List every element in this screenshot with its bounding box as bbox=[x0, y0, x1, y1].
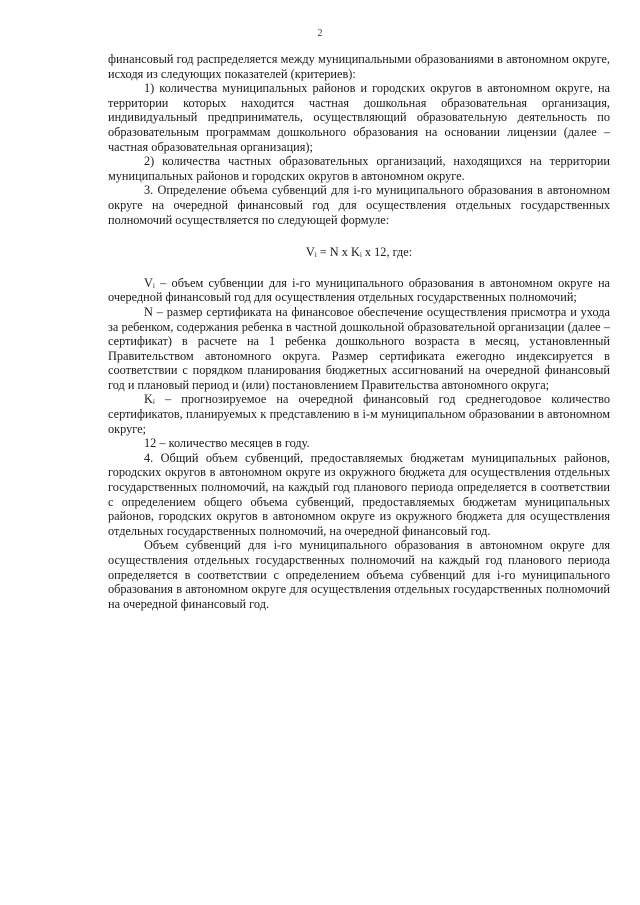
paragraph: Kᵢ – прогнозируемое на очередной финансовый год среднегодовое количество сертификатов, планируемых к представлению в i-м муниципальном образовании в автономном округе; bbox=[108, 392, 610, 436]
paragraph: Объем субвенций для i-го муниципального образования в автономном округе для осуществления отдельных государственных полномочий на каждый год планового периода определяется в соответствии с определением объема субвенций для i-го муниципального образования в автономном округе для осуществления отдельных государственных полномочий на очередной финансовый год. bbox=[108, 538, 610, 611]
page-number: 2 bbox=[317, 28, 323, 39]
paragraph: Vᵢ – объем субвенции для i-го муниципального образования в автономном округе на очередной финансовый год для осуществления отдельных государственных полномочий; bbox=[108, 275, 610, 305]
paragraph: 3. Определение объема субвенций для i-го муниципального образования в автономном округе на очередной финансовый год для осуществления отдельных государственных полномочий осуществляется по следующей формуле: bbox=[108, 183, 610, 227]
document-body bbox=[108, 52, 610, 611]
paragraph: 2) количества частных образовательных организаций, находящихся на территории муниципальных районов и городских округов в автономном округе. bbox=[108, 154, 610, 183]
paragraph: 12 – количество месяцев в году. bbox=[144, 436, 310, 451]
formula: Vᵢ = N x Kᵢ x 12, где: bbox=[305, 245, 413, 260]
paragraph: финансовый год распределяется между муниципальными образованиями в автономном округе, исходя из следующих показателей (критериев): bbox=[108, 52, 610, 81]
paragraph: 1) количества муниципальных районов и городских округов в автономном округе, на территории которых находится частная дошкольная образовательная организация, индивидуальный предприниматель, осуществляющий образовательную деятельность по образовательным программам дошкольного образования на основании лицензии (далее – частная образовательная организация); bbox=[108, 81, 610, 154]
paragraph: N – размер сертификата на финансовое обеспечение осуществления присмотра и ухода за ребенком, содержания ребенка в частной дошкольной образовательной организации (далее – сертификат) в расчете на 1 ребенка дошкольного возраста в месяц, установленный Правительством автономного округа. Размер сертификата ежегодно индексируется в соответствии с порядком планирования бюджетных ассигнований на очередной финансовый год и плановый период и (или) постановлением Правительства автономного округа; bbox=[108, 304, 610, 392]
paragraph: 4. Общий объем субвенций, предоставляемых бюджетам муниципальных районов, городских округов в автономном округе из окружного бюджета для осуществления отдельных государственных полномочий, на каждый год планового периода определяется в соответствии с определением общего объема субвенций, предоставляемых бюджетам муниципальных районов, городских округов в автономном округе из окружного бюджета для осуществления отдельных государственных полномочий, на очередной финансовый год. bbox=[108, 450, 610, 538]
